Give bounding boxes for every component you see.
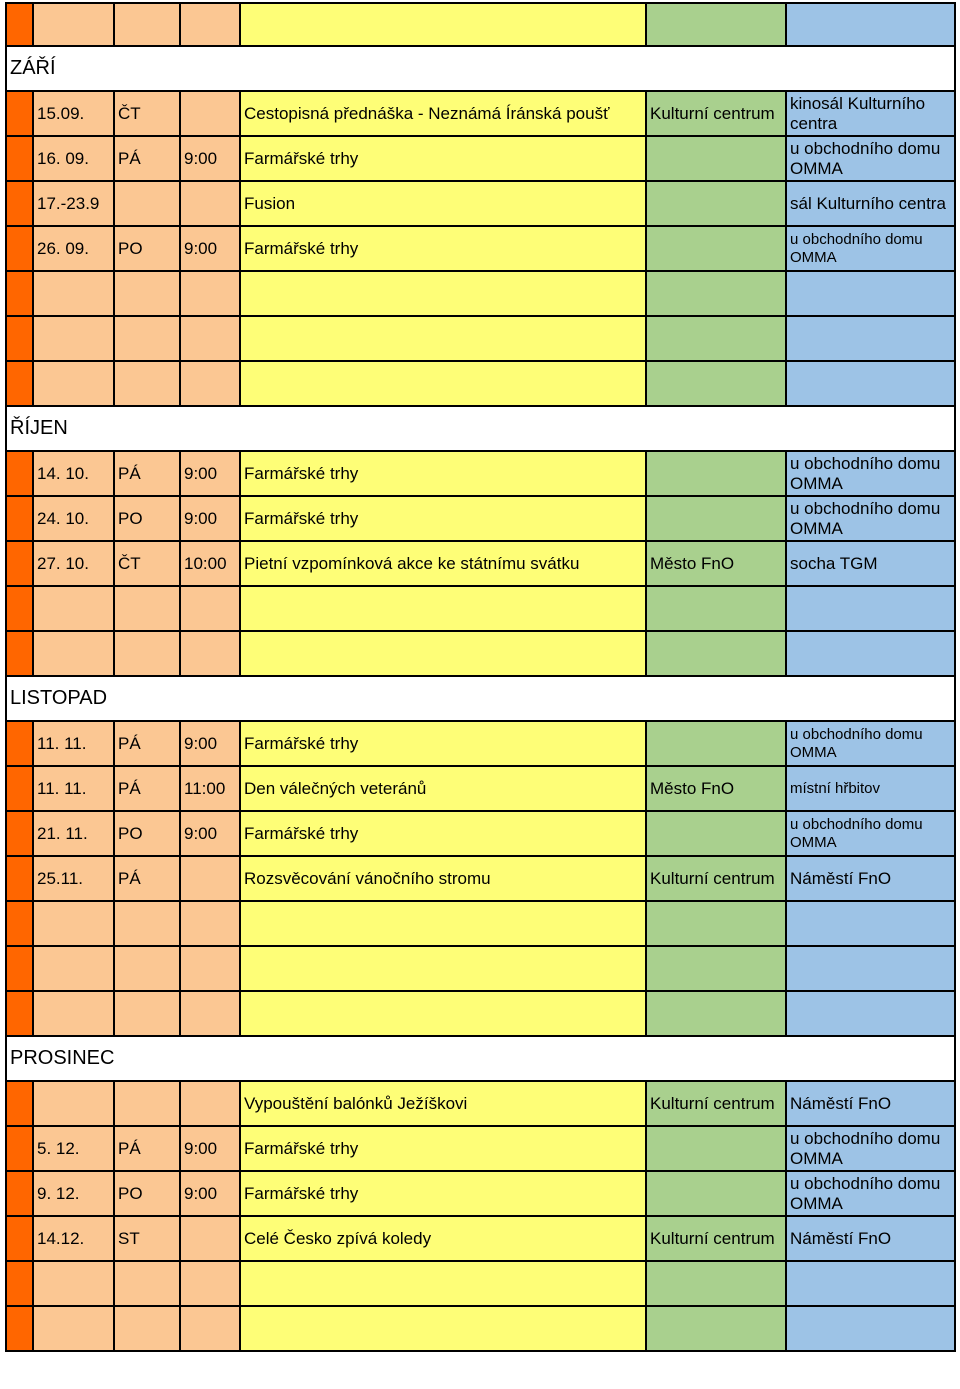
- date-cell: 27. 10.: [34, 542, 115, 587]
- date-cell: 5. 12.: [34, 1127, 115, 1172]
- date-cell: 24. 10.: [34, 497, 115, 542]
- organizer-cell: [647, 1127, 787, 1172]
- event-calendar-sheet: [5, 2, 956, 1352]
- day-cell: PÁ: [115, 1127, 181, 1172]
- table-row: [5, 812, 956, 857]
- date-cell: 11. 11.: [34, 722, 115, 767]
- month-header: PROSINEC: [5, 1037, 956, 1082]
- empty-row: [5, 2, 956, 47]
- event-cell: Fusion: [241, 182, 647, 227]
- event-cell: Farmářské trhy: [241, 722, 647, 767]
- month-header: ŘÍJEN: [5, 407, 956, 452]
- place-cell: u obchodního domu OMMA: [787, 227, 956, 272]
- time-cell: 9:00: [181, 1127, 241, 1172]
- empty-row: [5, 587, 956, 632]
- event-cell: Farmářské trhy: [241, 1172, 647, 1217]
- date-cell: 15.09.: [34, 92, 115, 137]
- day-cell: [115, 1082, 181, 1127]
- empty-row: [5, 902, 956, 947]
- organizer-cell: Město FnO: [647, 542, 787, 587]
- day-cell: PO: [115, 227, 181, 272]
- event-cell: Farmářské trhy: [241, 1127, 647, 1172]
- time-cell: 10:00: [181, 542, 241, 587]
- organizer-cell: Kulturní centrum: [647, 857, 787, 902]
- place-cell: Náměstí FnO: [787, 1082, 956, 1127]
- time-cell: [181, 92, 241, 137]
- time-cell: [181, 182, 241, 227]
- month-header: LISTOPAD: [5, 677, 956, 722]
- organizer-cell: [647, 227, 787, 272]
- day-cell: ST: [115, 1217, 181, 1262]
- organizer-cell: [647, 452, 787, 497]
- event-cell: Farmářské trhy: [241, 812, 647, 857]
- place-cell: socha TGM: [787, 542, 956, 587]
- organizer-cell: [647, 1172, 787, 1217]
- empty-row: [5, 362, 956, 407]
- table-row: [5, 542, 956, 587]
- table-row: [5, 857, 956, 902]
- time-cell: 9:00: [181, 227, 241, 272]
- organizer-cell: Kulturní centrum: [647, 1082, 787, 1127]
- event-cell: Farmářské trhy: [241, 452, 647, 497]
- table-row: [5, 92, 956, 137]
- organizer-cell: [647, 182, 787, 227]
- date-cell: [34, 1082, 115, 1127]
- empty-row: [5, 992, 956, 1037]
- time-cell: 9:00: [181, 497, 241, 542]
- event-cell: Cestopisná přednáška - Neznámá Íránská poušť: [241, 92, 647, 137]
- place-cell: u obchodního domu OMMA: [787, 722, 956, 767]
- event-cell: Celé Česko zpívá koledy: [241, 1217, 647, 1262]
- organizer-cell: Kulturní centrum: [647, 1217, 787, 1262]
- place-cell: u obchodního domu OMMA: [787, 1127, 956, 1172]
- place-cell: sál Kulturního centra: [787, 182, 956, 227]
- time-cell: 9:00: [181, 722, 241, 767]
- event-cell: Farmářské trhy: [241, 137, 647, 182]
- organizer-cell: [647, 812, 787, 857]
- date-cell: 9. 12.: [34, 1172, 115, 1217]
- date-cell: 14. 10.: [34, 452, 115, 497]
- time-cell: 9:00: [181, 137, 241, 182]
- table-row: [5, 1127, 956, 1172]
- empty-row: [5, 1262, 956, 1307]
- organizer-cell: Město FnO: [647, 767, 787, 812]
- time-cell: [181, 857, 241, 902]
- empty-row: [5, 947, 956, 992]
- day-cell: PÁ: [115, 137, 181, 182]
- table-row: [5, 1082, 956, 1127]
- time-cell: 11:00: [181, 767, 241, 812]
- date-cell: 21. 11.: [34, 812, 115, 857]
- place-cell: u obchodního domu OMMA: [787, 137, 956, 182]
- event-cell: Rozsvěcování vánočního stromu: [241, 857, 647, 902]
- time-cell: 9:00: [181, 452, 241, 497]
- table-row: [5, 452, 956, 497]
- organizer-cell: [647, 137, 787, 182]
- table-row: [5, 497, 956, 542]
- place-cell: u obchodního domu OMMA: [787, 1172, 956, 1217]
- time-cell: 9:00: [181, 812, 241, 857]
- date-cell: 25.11.: [34, 857, 115, 902]
- time-cell: [181, 1082, 241, 1127]
- place-cell: Náměstí FnO: [787, 857, 956, 902]
- day-cell: ČT: [115, 542, 181, 587]
- day-cell: [115, 182, 181, 227]
- time-cell: [181, 1217, 241, 1262]
- place-cell: u obchodního domu OMMA: [787, 812, 956, 857]
- month-header: ZÁŘÍ: [5, 47, 956, 92]
- table-row: [5, 182, 956, 227]
- place-cell: kinosál Kulturního centra: [787, 92, 956, 137]
- date-cell: 11. 11.: [34, 767, 115, 812]
- event-cell: Den válečných veteránů: [241, 767, 647, 812]
- day-cell: PÁ: [115, 452, 181, 497]
- empty-row: [5, 272, 956, 317]
- organizer-cell: [647, 497, 787, 542]
- day-cell: PO: [115, 812, 181, 857]
- table-row: [5, 137, 956, 182]
- date-cell: 17.-23.9: [34, 182, 115, 227]
- date-cell: 26. 09.: [34, 227, 115, 272]
- date-cell: 16. 09.: [34, 137, 115, 182]
- day-cell: ČT: [115, 92, 181, 137]
- day-cell: PO: [115, 497, 181, 542]
- empty-row: [5, 632, 956, 677]
- table-row: [5, 227, 956, 272]
- day-cell: PO: [115, 1172, 181, 1217]
- table-row: [5, 722, 956, 767]
- place-cell: u obchodního domu OMMA: [787, 452, 956, 497]
- empty-row: [5, 317, 956, 362]
- place-cell: u obchodního domu OMMA: [787, 497, 956, 542]
- empty-row: [5, 1307, 956, 1352]
- event-cell: Farmářské trhy: [241, 227, 647, 272]
- place-cell: Náměstí FnO: [787, 1217, 956, 1262]
- day-cell: PÁ: [115, 767, 181, 812]
- table-row: [5, 767, 956, 812]
- place-cell: místní hřbitov: [787, 767, 956, 812]
- day-cell: PÁ: [115, 722, 181, 767]
- table-row: [5, 1172, 956, 1217]
- time-cell: 9:00: [181, 1172, 241, 1217]
- event-cell: Farmářské trhy: [241, 497, 647, 542]
- organizer-cell: Kulturní centrum: [647, 92, 787, 137]
- event-cell: Pietní vzpomínková akce ke státnímu svátku: [241, 542, 647, 587]
- date-cell: 14.12.: [34, 1217, 115, 1262]
- day-cell: PÁ: [115, 857, 181, 902]
- table-row: [5, 1217, 956, 1262]
- event-cell: Vypouštění balónků Ježíškovi: [241, 1082, 647, 1127]
- organizer-cell: [647, 722, 787, 767]
